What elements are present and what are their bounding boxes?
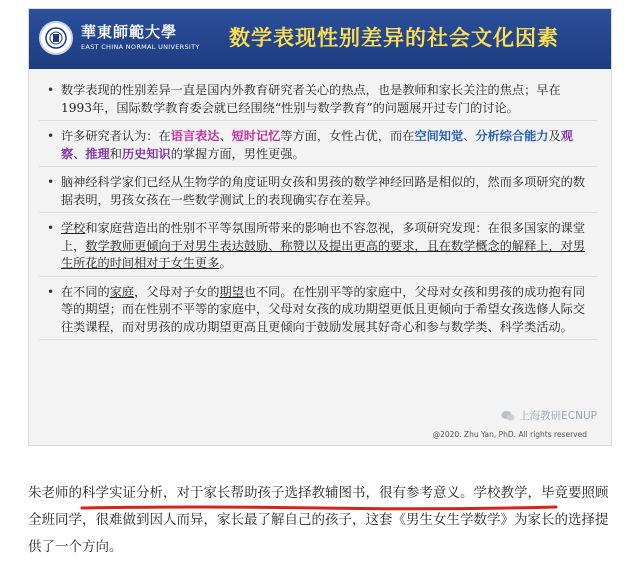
bullet-text-segment: 数学教师更倾向于对男生表达鼓励、称赞以及提出更高的要求，且在数学概念的解释上，对男生所花的时间相对于女生更多 — [61, 238, 586, 270]
slide-image — [28, 8, 612, 446]
caption-emphasis: 科学实证分析，对于家长帮助孩子选择教辅图书，很有参考意义 — [82, 485, 460, 501]
bullet-text-segment: 语言表达 — [170, 129, 220, 143]
bullet-text-segment: 期望 — [219, 284, 244, 299]
wechat-icon — [501, 410, 515, 422]
bullet-text-segment: 、 — [219, 129, 232, 143]
watermark-text: 上海教研ECNUP — [519, 410, 597, 422]
bullet-text-segment: 推理 — [85, 146, 110, 161]
bullet-text-segment: 分析综合能力 — [475, 129, 549, 143]
bullet-text-segment: 及 — [548, 129, 561, 143]
bullet-item — [39, 125, 597, 167]
slide-credit: @2020. Zhu Yan, PhD. All rights reserved — [432, 430, 587, 439]
bullet-text-segment: 观察 — [61, 129, 573, 161]
bullet-text-segment: 家庭 — [109, 284, 135, 299]
bullet-text-segment: 和 — [109, 146, 122, 161]
bullet-text-segment: 空间知觉 — [414, 129, 464, 143]
bullet-text-segment: 、 — [463, 129, 476, 143]
bullet-text-segment: 短时记忆 — [231, 129, 281, 143]
bullet-text-segment: ，父母对子女的 — [134, 284, 220, 299]
caption-lead: 朱老师的 — [28, 485, 82, 501]
bullet-text-segment: 在不同的 — [61, 284, 110, 299]
bullet-text-segment: 和家庭营造出的性别不平等氛围所带来的影响也不容忽视，多项研究发现：在很多国家的课堂上， — [61, 221, 586, 253]
bullet-item — [39, 171, 597, 213]
watermark — [501, 408, 597, 423]
bullet-text-segment: 许多研究者认为：在 — [61, 129, 171, 143]
bullet-text-segment: 学校 — [61, 221, 86, 235]
bullet-item — [39, 281, 597, 341]
slide-title: 数学表现性别差异的社会文化因素 — [229, 26, 559, 50]
bullet-text-segment: 历史知识 — [121, 146, 171, 161]
bullet-text-segment: 数学表现的性别差异一直是国内外教育研究者关心的热点，也是教师和家长关注的焦点；早在1993年，国际数学教育委会就已经围绕“性别与数学教育”的问题展开过专门的讨论。 — [61, 83, 561, 115]
caption-rest: 。学校教学，毕竟要照顾全班同学，很难做到因人而异，家长最了解自己的孩子，这套《男生女生学数学》为家长的选择提供了一个方向。 — [28, 485, 609, 555]
university-name-cn: 華東師範大學 — [81, 23, 178, 41]
bullet-text-segment: 等方面，女性占优，而在 — [280, 129, 415, 143]
bullet-item — [39, 217, 597, 277]
slide-header — [29, 9, 611, 69]
bullet-text-segment: 。 — [219, 256, 232, 270]
bullet-text-segment: 、 — [73, 146, 86, 161]
caption-paragraph — [28, 480, 612, 561]
bullet-text-segment: 脑神经科学家们已经从生物学的角度证明女孩和男孩的数学神经回路是相似的，然而多项研究的数据表明，男孩女孩在一些数学测试上的表现确实存在差异。 — [61, 175, 586, 207]
bullet-list — [39, 79, 597, 344]
university-seal-icon — [39, 21, 73, 55]
bullet-text-segment: 也不同。在性别平等的家庭中，父母对女孩和男孩的成功抱有同等的期望；而在性别不平等的家庭中，父母对女孩的成功期望更低且更倾向于希望女孩选修人际交往类课程，而对男孩的成功期望更高且更倾向于鼓励发展其好奇心和参与数学类、科学类活动。 — [61, 284, 586, 334]
bullet-text-segment: 的掌握方面，男性更强。 — [170, 146, 305, 161]
bullet-item — [39, 79, 597, 121]
red-underline-mark — [80, 505, 558, 511]
university-name-en: EAST CHINA NORMAL UNIVERSITY — [81, 43, 200, 51]
